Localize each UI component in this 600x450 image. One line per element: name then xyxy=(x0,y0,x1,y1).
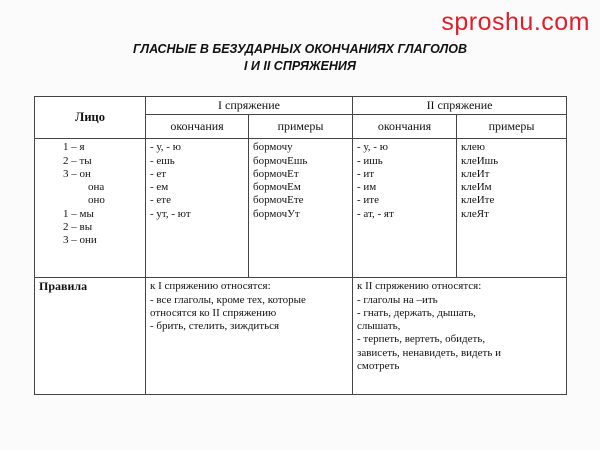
ending-item: - ешь xyxy=(150,154,175,167)
rule-line: зависеть, ненавидеть, видеть и xyxy=(357,346,501,359)
example-item: клеИте xyxy=(461,194,495,207)
ending-item: - им xyxy=(357,181,377,194)
rule-line: - все глаголы, кроме тех, которые xyxy=(150,293,306,306)
ending-item: - ишь xyxy=(357,154,383,167)
rule-line: - брить, стелить, зиждиться xyxy=(150,320,280,333)
person-item: 3 – они xyxy=(63,234,97,247)
example-item: бормочУт xyxy=(253,207,300,220)
rule-line: смотреть xyxy=(357,360,400,373)
person-item: 2 – вы xyxy=(63,221,93,234)
ending-item: - ит xyxy=(357,167,375,180)
example-item: клею xyxy=(461,141,485,154)
cell-rules-conj1 xyxy=(146,278,353,395)
example-item: бормочЕшь xyxy=(253,154,308,167)
rule-line: - глаголы на –ить xyxy=(357,293,438,306)
ending-item: - ите xyxy=(357,194,379,207)
cell-conj2-examples xyxy=(457,139,567,278)
ending-item: - ут, - ют xyxy=(150,207,191,220)
ending-item: - у, - ю xyxy=(357,141,388,154)
example-item: бормочЕм xyxy=(253,181,301,194)
rule-line: к I спряжению относятся: xyxy=(150,280,271,293)
example-item: клеИм xyxy=(461,181,492,194)
person-item: она xyxy=(88,181,105,194)
person-item: 1 – я xyxy=(63,141,85,154)
page-title-line-1: ГЛАСНЫЕ В БЕЗУДАРНЫХ ОКОНЧАНИЯХ ГЛАГОЛОВ xyxy=(133,42,467,56)
person-item: 2 – ты xyxy=(63,154,92,167)
header-face: Лицо xyxy=(35,97,146,139)
example-item: бормочЕт xyxy=(253,167,299,180)
rule-line: слышать, xyxy=(357,320,401,333)
ending-item: - ете xyxy=(150,194,171,207)
page-title-line-2: I И II СПРЯЖЕНИЯ xyxy=(243,59,357,73)
example-item: клеИшь xyxy=(461,154,499,167)
table-row-rules xyxy=(35,278,567,395)
cell-conj1-endings xyxy=(146,139,249,278)
cell-persons xyxy=(35,139,146,278)
rules-label: Правила xyxy=(39,279,88,294)
person-item: 1 – мы xyxy=(63,207,94,220)
rule-line: к II спряжению относятся: xyxy=(357,280,482,293)
cell-rules-conj2 xyxy=(353,278,567,395)
table-row-forms xyxy=(35,139,567,278)
conjugation-table xyxy=(34,96,567,395)
rule-line: - терпеть, вертеть, обидеть, xyxy=(357,333,486,346)
ending-item: - ем xyxy=(150,181,169,194)
person-item: оно xyxy=(88,194,105,207)
example-item: бормочЕте xyxy=(253,194,304,207)
subheader-examples-2: примеры xyxy=(457,115,567,139)
ending-item: - у, - ю xyxy=(150,141,181,154)
subheader-examples-1: примеры xyxy=(249,115,353,139)
rule-line: - гнать, держать, дышать, xyxy=(357,306,476,319)
header-conjugation-1: I спряжение xyxy=(146,97,353,115)
rule-line: относятся ко II спряжению xyxy=(150,306,277,319)
table-header-row xyxy=(35,97,567,115)
subheader-endings-1: окончания xyxy=(146,115,249,139)
example-item: бормочу xyxy=(253,141,293,154)
header-conjugation-2: II спряжение xyxy=(353,97,567,115)
example-item: клеЯт xyxy=(461,207,489,220)
cell-conj2-endings xyxy=(353,139,457,278)
subheader-endings-2: окончания xyxy=(353,115,457,139)
example-item: клеИт xyxy=(461,167,490,180)
cell-rules-label xyxy=(35,278,146,395)
ending-item: - ет xyxy=(150,167,167,180)
site-watermark: sproshu.com xyxy=(441,8,590,36)
ending-item: - ат, - ят xyxy=(357,207,394,220)
person-item: 3 – он xyxy=(63,167,91,180)
cell-conj1-examples xyxy=(249,139,353,278)
